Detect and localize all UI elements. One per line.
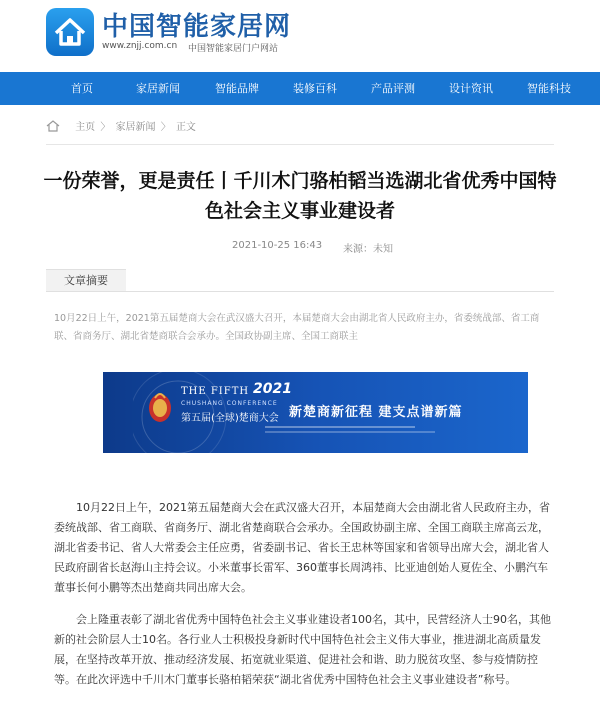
banner-fine-print — [265, 431, 435, 433]
breadcrumb-section[interactable]: 家居新闻 — [115, 122, 156, 133]
breadcrumb-separator: 〉 — [160, 122, 171, 133]
banner-fifth-text: THE FIFTH — [181, 386, 250, 397]
nav-item-tech[interactable]: 智能科技 — [527, 82, 571, 95]
article-paragraph: 会上隆重表彰了湖北省优秀中国特色社会主义事业建设者100名，其中，民营经济人士90名，其他新的社会阶层人士10名。各行业人士积极投身新时代中国特色社会主义伟大事业，推进湖北高质量发展，在坚持改革开放、推动经济发展、拓宽就业渠道、促进社会和谐、助力脱贫攻坚、参与疫情防控等。在此次评选中千川木门董事长骆柏韬荣获“湖北省优秀中国特色社会主义事业建设者”称号。 — [54, 613, 551, 686]
article-banner-image — [103, 372, 528, 453]
summary-label: 文章摘要 — [46, 269, 126, 291]
banner-conference-en: CHUSHANG CONFERENCE — [181, 400, 278, 407]
site-logo[interactable] — [46, 8, 94, 56]
conference-emblem-icon — [147, 388, 173, 424]
article-title: 一份荣誉，更是责任丨千川木门骆柏韬当选湖北省优秀中国特色社会主义事业建设者 — [43, 170, 557, 222]
breadcrumb-divider — [46, 144, 554, 145]
article-paragraph: 10月22日上午，2021第五届楚商大会在武汉盛大召开，本届楚商大会由湖北省人民政府主办，省委统战部、省工商联、省商务厅、湖北省楚商联合会承办。全国政协副主席、全国工商联主席高云龙，湖北省委书记、省人大常委会主任应勇，省委副书记、省长王忠林等国家和省领导出席大会，湖北省人民政府副省长赵海山主持会议。小米董事长雷军、360董事长周鸿祎、比亚迪创始人夏佐全、小鹏汽车董事长何小鹏等杰出楚商共同出席大会。 — [54, 501, 550, 594]
site-name[interactable]: 中国智能家居网 — [102, 12, 292, 42]
article-summary: 10月22日上午，2021第五届楚商大会在武汉盛大召开，本届楚商大会由湖北省人民政府主办，省委统战部、省工商联、省商务厅、湖北省楚商联合会承办。全国政协副主席、全国工商联主 — [54, 313, 540, 342]
nav-item-home-news[interactable]: 家居新闻 — [136, 82, 180, 95]
house-logo-icon — [46, 8, 94, 56]
banner-slogan: 新楚商新征程 建支点谱新篇 — [289, 405, 463, 420]
site-slogan: 中国智能家居门户网站 — [188, 44, 279, 54]
article-source: 来源：未知 — [343, 244, 393, 255]
summary-divider — [46, 291, 554, 292]
breadcrumb-separator: 〉 — [100, 122, 111, 133]
nav-item-smart-brands[interactable]: 智能品牌 — [215, 82, 259, 95]
breadcrumb-home[interactable]: 主页 — [75, 122, 96, 133]
nav-item-design[interactable]: 设计资讯 — [449, 82, 493, 95]
breadcrumb-current: 正文 — [175, 122, 196, 133]
site-url: www.znjj.com.cn — [102, 41, 178, 51]
banner-conference-cn: 第五届(全球)楚商大会 — [181, 413, 279, 424]
nav-item-reviews[interactable]: 产品评测 — [371, 82, 415, 95]
site-header — [0, 0, 600, 70]
nav-item-decoration[interactable]: 装修百科 — [293, 82, 337, 95]
nav-item-home[interactable]: 首页 — [71, 82, 93, 95]
home-icon — [46, 120, 60, 132]
article-date: 2021-10-25 16:43 — [232, 240, 323, 251]
banner-fine-print — [265, 426, 415, 428]
banner-year: 2021 — [253, 381, 292, 397]
main-nav — [0, 72, 600, 105]
breadcrumb — [46, 118, 196, 138]
